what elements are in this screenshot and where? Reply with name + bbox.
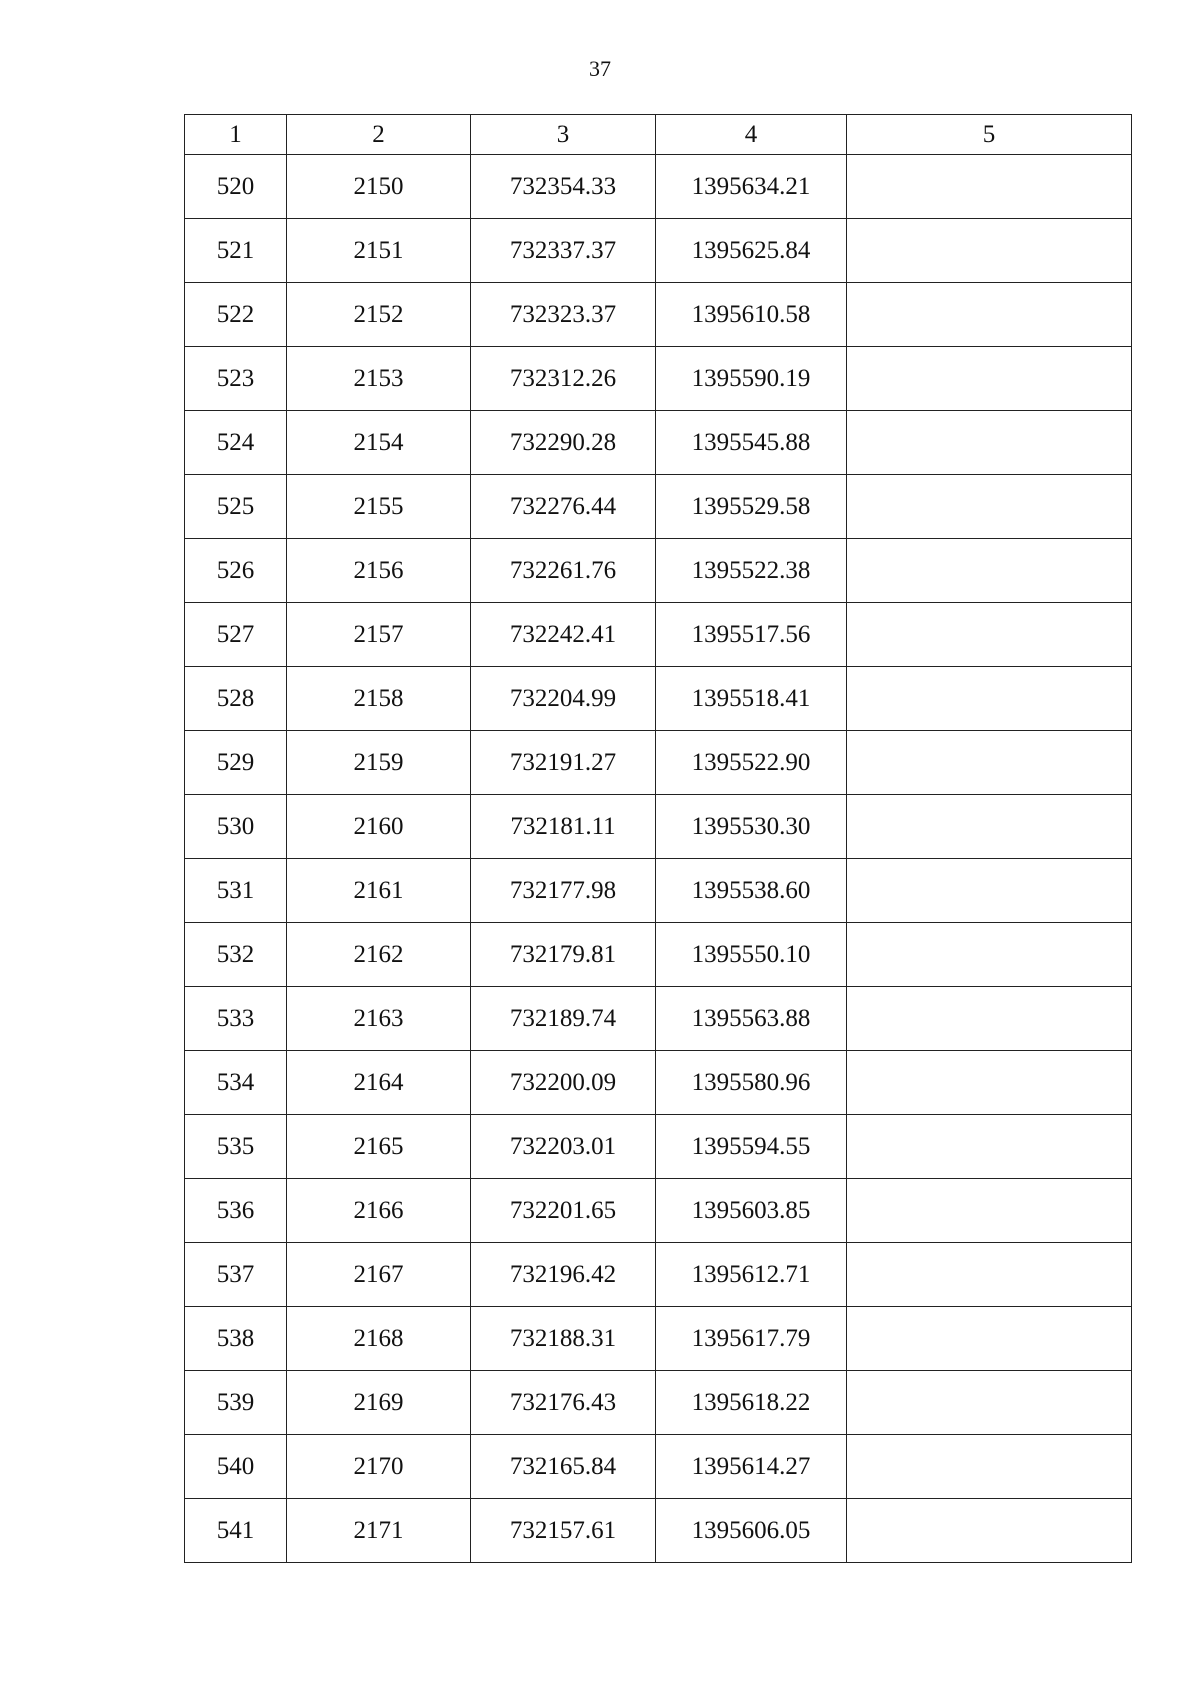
table-cell-col-1: 523 <box>185 347 287 411</box>
table-row <box>185 475 1132 539</box>
page-number: 37 <box>589 56 611 81</box>
column-header-3: 3 <box>471 115 656 155</box>
table-cell-col-5 <box>847 1243 1132 1307</box>
table-cell-col-1: 537 <box>185 1243 287 1307</box>
table-cell-col-2: 2153 <box>287 347 471 411</box>
table-cell-col-5 <box>847 1499 1132 1563</box>
table-cell-col-2: 2165 <box>287 1115 471 1179</box>
table-cell-col-2: 2155 <box>287 475 471 539</box>
table-cell-col-1: 522 <box>185 283 287 347</box>
table-cell-col-4: 1395580.96 <box>656 1051 847 1115</box>
table-cell-col-1: 528 <box>185 667 287 731</box>
table-cell-col-5 <box>847 219 1132 283</box>
table-cell-col-3: 732189.74 <box>471 987 656 1051</box>
table-cell-col-5 <box>847 475 1132 539</box>
table-cell-col-3: 732204.99 <box>471 667 656 731</box>
table-row <box>185 283 1132 347</box>
table-cell-col-3: 732157.61 <box>471 1499 656 1563</box>
table-cell-col-2: 2156 <box>287 539 471 603</box>
table-row <box>185 1051 1132 1115</box>
table-cell-col-1: 540 <box>185 1435 287 1499</box>
table-cell-col-1: 538 <box>185 1307 287 1371</box>
table-cell-col-5 <box>847 1051 1132 1115</box>
table-cell-col-1: 539 <box>185 1371 287 1435</box>
table-cell-col-4: 1395594.55 <box>656 1115 847 1179</box>
header-row <box>185 115 1132 155</box>
table-cell-col-2: 2163 <box>287 987 471 1051</box>
table-row <box>185 411 1132 475</box>
table-cell-col-4: 1395634.21 <box>656 155 847 219</box>
table-row <box>185 1371 1132 1435</box>
table-cell-col-4: 1395618.22 <box>656 1371 847 1435</box>
table-cell-col-4: 1395563.88 <box>656 987 847 1051</box>
table-cell-col-4: 1395614.27 <box>656 1435 847 1499</box>
table-cell-col-4: 1395625.84 <box>656 219 847 283</box>
table-cell-col-5 <box>847 1307 1132 1371</box>
table-cell-col-5 <box>847 347 1132 411</box>
table-cell-col-1: 541 <box>185 1499 287 1563</box>
coordinates-table <box>184 114 1132 1563</box>
table-cell-col-3: 732242.41 <box>471 603 656 667</box>
table-row <box>185 987 1132 1051</box>
table-cell-col-5 <box>847 1115 1132 1179</box>
table-row <box>185 347 1132 411</box>
table-cell-col-1: 527 <box>185 603 287 667</box>
table-row <box>185 1115 1132 1179</box>
table-cell-col-4: 1395612.71 <box>656 1243 847 1307</box>
table-cell-col-2: 2161 <box>287 859 471 923</box>
table-cell-col-2: 2169 <box>287 1371 471 1435</box>
table-cell-col-5 <box>847 1179 1132 1243</box>
table-cell-col-3: 732188.31 <box>471 1307 656 1371</box>
table-cell-col-5 <box>847 795 1132 859</box>
table-cell-col-5 <box>847 923 1132 987</box>
table-cell-col-3: 732181.11 <box>471 795 656 859</box>
table-cell-col-1: 536 <box>185 1179 287 1243</box>
table-cell-col-2: 2162 <box>287 923 471 987</box>
table-row <box>185 731 1132 795</box>
table-row <box>185 539 1132 603</box>
table-cell-col-2: 2150 <box>287 155 471 219</box>
table-row <box>185 603 1132 667</box>
table-cell-col-5 <box>847 283 1132 347</box>
table-cell-col-5 <box>847 1371 1132 1435</box>
table-cell-col-5 <box>847 731 1132 795</box>
table-cell-col-2: 2159 <box>287 731 471 795</box>
table-cell-col-1: 526 <box>185 539 287 603</box>
table-body <box>185 155 1132 1563</box>
table-cell-col-3: 732323.37 <box>471 283 656 347</box>
table-row <box>185 1179 1132 1243</box>
table-cell-col-5 <box>847 987 1132 1051</box>
table-cell-col-4: 1395545.88 <box>656 411 847 475</box>
table-cell-col-5 <box>847 155 1132 219</box>
table-cell-col-4: 1395617.79 <box>656 1307 847 1371</box>
table-cell-col-3: 732203.01 <box>471 1115 656 1179</box>
table-cell-col-3: 732179.81 <box>471 923 656 987</box>
table-row <box>185 667 1132 731</box>
table-cell-col-2: 2171 <box>287 1499 471 1563</box>
column-header-4: 4 <box>656 115 847 155</box>
table-header <box>185 115 1132 155</box>
table-cell-col-2: 2166 <box>287 1179 471 1243</box>
table-cell-col-1: 534 <box>185 1051 287 1115</box>
table-row <box>185 923 1132 987</box>
table-cell-col-1: 525 <box>185 475 287 539</box>
table-cell-col-1: 524 <box>185 411 287 475</box>
table-cell-col-3: 732196.42 <box>471 1243 656 1307</box>
table-row <box>185 155 1132 219</box>
table-cell-col-4: 1395550.10 <box>656 923 847 987</box>
table-cell-col-2: 2168 <box>287 1307 471 1371</box>
table-cell-col-4: 1395590.19 <box>656 347 847 411</box>
column-header-1: 1 <box>185 115 287 155</box>
table-row <box>185 219 1132 283</box>
table-cell-col-2: 2170 <box>287 1435 471 1499</box>
table-cell-col-4: 1395606.05 <box>656 1499 847 1563</box>
table-row <box>185 1435 1132 1499</box>
table-cell-col-1: 532 <box>185 923 287 987</box>
table-row <box>185 795 1132 859</box>
table-cell-col-1: 530 <box>185 795 287 859</box>
table-cell-col-5 <box>847 859 1132 923</box>
table-cell-col-3: 732191.27 <box>471 731 656 795</box>
table-cell-col-4: 1395522.38 <box>656 539 847 603</box>
table-cell-col-2: 2152 <box>287 283 471 347</box>
table-cell-col-3: 732200.09 <box>471 1051 656 1115</box>
table-cell-col-1: 535 <box>185 1115 287 1179</box>
table-row <box>185 1307 1132 1371</box>
table-cell-col-4: 1395517.56 <box>656 603 847 667</box>
column-header-5: 5 <box>847 115 1132 155</box>
table-cell-col-5 <box>847 667 1132 731</box>
table-row <box>185 1243 1132 1307</box>
table-row <box>185 859 1132 923</box>
table-cell-col-5 <box>847 603 1132 667</box>
table-cell-col-2: 2164 <box>287 1051 471 1115</box>
table-cell-col-3: 732261.76 <box>471 539 656 603</box>
table-cell-col-1: 531 <box>185 859 287 923</box>
table-cell-col-2: 2167 <box>287 1243 471 1307</box>
table-cell-col-4: 1395518.41 <box>656 667 847 731</box>
table-cell-col-1: 533 <box>185 987 287 1051</box>
column-header-2: 2 <box>287 115 471 155</box>
table-cell-col-2: 2160 <box>287 795 471 859</box>
table-cell-col-4: 1395538.60 <box>656 859 847 923</box>
table-cell-col-2: 2154 <box>287 411 471 475</box>
table-cell-col-2: 2151 <box>287 219 471 283</box>
table-cell-col-2: 2157 <box>287 603 471 667</box>
table-cell-col-5 <box>847 1435 1132 1499</box>
table-cell-col-3: 732290.28 <box>471 411 656 475</box>
table-cell-col-4: 1395610.58 <box>656 283 847 347</box>
table-cell-col-4: 1395522.90 <box>656 731 847 795</box>
table-cell-col-4: 1395603.85 <box>656 1179 847 1243</box>
table-row <box>185 1499 1132 1563</box>
table-cell-col-1: 521 <box>185 219 287 283</box>
table-cell-col-1: 520 <box>185 155 287 219</box>
table-cell-col-3: 732312.26 <box>471 347 656 411</box>
table-cell-col-3: 732177.98 <box>471 859 656 923</box>
table-cell-col-4: 1395530.30 <box>656 795 847 859</box>
table-cell-col-3: 732337.37 <box>471 219 656 283</box>
table-cell-col-4: 1395529.58 <box>656 475 847 539</box>
table-cell-col-3: 732276.44 <box>471 475 656 539</box>
table-cell-col-3: 732165.84 <box>471 1435 656 1499</box>
table-cell-col-5 <box>847 411 1132 475</box>
table-cell-col-3: 732176.43 <box>471 1371 656 1435</box>
table-cell-col-3: 732354.33 <box>471 155 656 219</box>
table-cell-col-1: 529 <box>185 731 287 795</box>
table-cell-col-3: 732201.65 <box>471 1179 656 1243</box>
table-cell-col-5 <box>847 539 1132 603</box>
table-cell-col-2: 2158 <box>287 667 471 731</box>
